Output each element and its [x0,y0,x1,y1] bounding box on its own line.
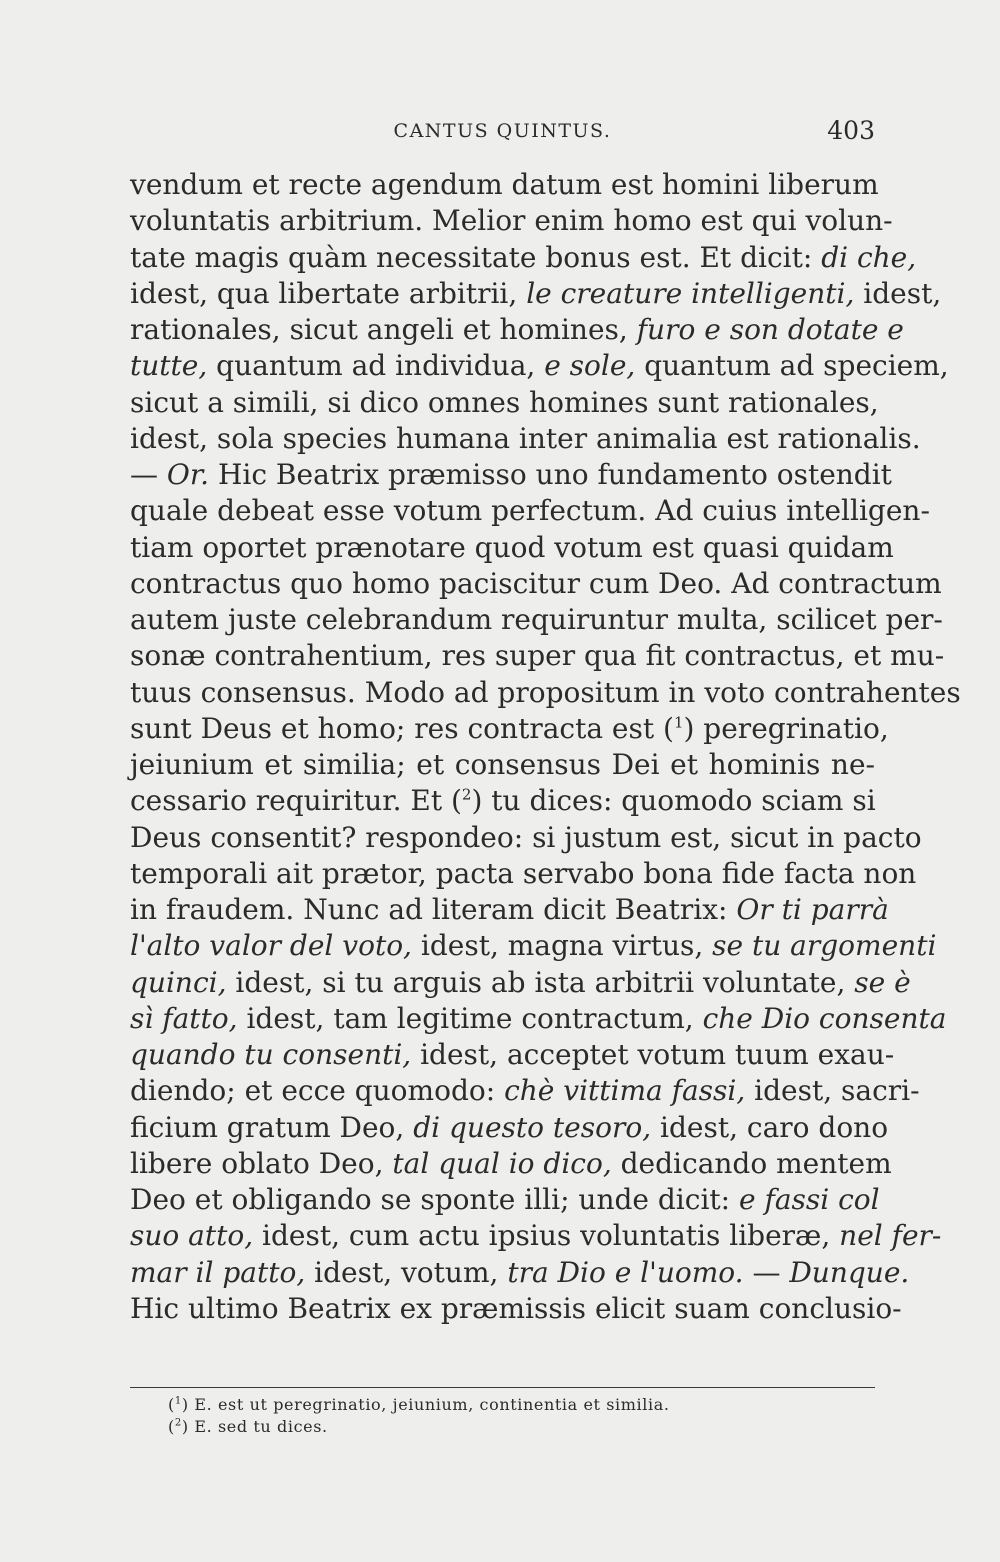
footnote-text: E. sed tu dices. [188,1417,328,1436]
text-segment: diendo; et ecce quomodo: [130,1074,505,1108]
text-segment: tate magis quàm necessitate bonus est. Et dicit: [130,240,822,274]
italic-text: chè vittima fassi, [504,1074,746,1108]
text-line [130,1291,902,1327]
text-segment: idest, acceptet votum tuum exau- [411,1038,895,1071]
footnote-ref: 2 [461,785,472,804]
text-line [130,566,942,602]
italic-text: se tu argomenti [712,929,937,963]
text-line [130,638,945,674]
italic-text: le creature intelligenti, [526,276,855,310]
text-line [130,312,904,348]
page-number: 403 [827,116,875,145]
text-line [130,1146,892,1182]
text-segment: cessario requiritur. Et ( [130,784,462,818]
text-line [130,675,961,711]
italic-text: Dunque. [789,1255,910,1289]
text-line [130,1001,947,1037]
text-segment: in fraudem. Nunc ad literam dicit Beatrix: [130,893,737,926]
text-segment: contractus quo homo paciscitur cum Deo. Ad contractum [130,566,942,600]
italic-text: sì fatto, [130,1001,238,1035]
text-line [130,1182,880,1218]
text-segment: sicut a simili, si dico omnes homines sunt rationales, [130,385,879,419]
italic-text: di questo tesoro, [413,1110,652,1144]
text-segment: quantum ad individua, [207,349,545,383]
text-segment: autem juste celebrandum requiruntur multa, scilicet per- [130,603,943,636]
footnote-marker: 1 [174,1395,182,1407]
text-line [130,240,917,276]
text-line [130,276,942,312]
italic-text: tal qual io dico, [392,1146,612,1180]
running-title: CANTUS QUINTUS. [393,120,612,142]
text-segment: tiam oportet prænotare quod votum est quasi quidam [130,530,894,564]
body-text [130,167,961,1327]
italic-text: di che, [821,240,917,274]
text-line [130,602,943,638]
text-line [130,530,894,566]
text-segment: sonæ contrahentium, res super qua fit contractus, et mu- [130,639,945,673]
text-line [130,493,930,529]
text-line [130,820,922,856]
text-segment: Deo et obligando se sponte illi; unde dicit: [130,1183,739,1216]
footnote-text: E. est ut peregrinatio, jeiunium, continentia et similia. [188,1395,670,1414]
text-segment: Deus consentit? respondeo: si justum est, sicut in pacto [130,820,922,854]
text-line [130,892,889,928]
text-segment: libere oblato Deo, [130,1146,393,1180]
text-segment: tuus consensus. Modo ad propositum in voto contrahentes [130,675,961,709]
text-line [130,1110,889,1146]
text-line [130,747,875,783]
italic-text: mar il patto, [130,1255,306,1289]
text-segment: Hic Beatrix præmisso uno fundamento ostendit [209,458,892,491]
italic-text: quando tu consenti, [130,1038,412,1071]
footnote: ($^2$) E. sed tu dices. [168,1417,328,1436]
text-line [130,1255,910,1291]
text-segment: idest, [854,276,942,310]
text-segment: temporali ait prætor, pacta servabo bona fide facta non [130,856,917,890]
footnote-ref: 1 [673,713,684,732]
text-segment: — [130,458,167,491]
text-segment: voluntatis arbitrium. Melior enim homo est qui volun- [130,204,893,238]
text-segment: idest, qua libertate arbitrii, [130,276,527,310]
text-line [130,1037,895,1073]
italic-text: che Dio consenta [702,1001,947,1035]
text-segment: idest, sacri- [745,1074,920,1108]
italic-text: furo e son dotate e [636,313,904,346]
footnotes [168,1394,868,1438]
text-segment: vendum et recte agendum datum est homini liberum [130,168,879,201]
text-segment: ) tu dices: quomodo sciam si [471,784,876,818]
text-line [130,856,917,892]
text-segment: idest, si tu arguis ab ista arbitrii voluntate, [226,965,855,999]
running-head [130,116,875,146]
italic-text: Or. [166,458,210,491]
text-line [130,928,937,964]
italic-text: nel fer- [839,1219,942,1253]
text-segment: idest, cum actu ipsius voluntatis liberæ, [253,1219,840,1253]
italic-text: se è [854,965,911,999]
footnote: ($^1$) E. est ut peregrinatio, jeiunium, continentia et similia. [168,1395,670,1414]
text-line [130,421,921,457]
text-line [130,167,879,203]
text-line [130,1218,942,1254]
text-segment: — [743,1255,790,1289]
text-segment: idest, magna virtus, [411,929,713,963]
text-segment: ficium gratum Deo, [130,1110,414,1144]
text-segment: dedicando mentem [611,1146,892,1180]
text-segment: Hic ultimo Beatrix ex præmissis elicit suam conclusio- [130,1291,902,1325]
italic-text: tra Dio e l'uomo. [507,1255,744,1289]
footnote-marker: 2 [174,1417,182,1429]
italic-text: tutte, [130,349,208,383]
italic-text: l'alto valor del voto, [130,929,412,963]
text-segment: quantum ad speciem, [635,349,949,383]
text-segment: rationales, sicut angeli et homines, [130,313,637,346]
text-segment: sunt Deus et homo; res contracta est ( [130,711,674,745]
text-line [130,711,889,747]
text-line [130,348,949,384]
text-segment: ) peregrinatio, [683,711,889,745]
text-segment: idest, tam legitime contractum, [237,1001,703,1035]
italic-text: suo atto, [130,1219,254,1253]
text-line [130,203,893,239]
text-line [130,457,892,493]
text-segment: jeiunium et similia; et consensus Dei et hominis ne- [130,748,875,781]
text-line [130,1073,920,1109]
footnote-rule [130,1387,875,1388]
text-line [130,783,875,819]
text-line [130,965,911,1001]
text-segment: idest, votum, [305,1255,508,1289]
italic-text: Or ti parrà [736,893,889,926]
text-line [130,385,879,421]
italic-text: e sole, [544,349,636,383]
italic-text: e fassi col [739,1183,880,1216]
text-segment: idest, caro dono [651,1110,889,1144]
text-segment: idest, sola species humana inter animalia est rationalis. [130,421,921,455]
text-segment: quale debeat esse votum perfectum. Ad cuius intelligen- [130,494,930,528]
italic-text: quinci, [130,965,227,999]
